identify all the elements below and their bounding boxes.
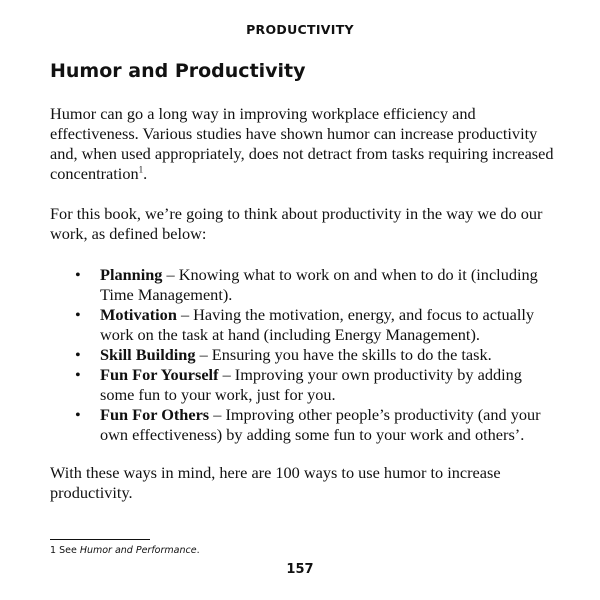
paragraph-definition: For this book, we’re going to think about productivity in the way we do our work, as defined below: [50,204,543,243]
running-head: PRODUCTIVITY [246,22,354,37]
list-item-text: – Ensuring you have the skills to do the task. [195,345,492,364]
footnote-end: . [196,545,200,556]
bullet-icon: • [75,265,81,284]
productivity-list [50,265,560,445]
list-item [50,405,560,445]
footnote-reference[interactable]: 1 [138,164,144,175]
list-item-term: Motivation [100,305,177,324]
section-title: Humor and Productivity [50,60,306,82]
footnote-marker: 1 See [50,545,80,556]
list-item-term: Fun For Others [100,405,210,424]
list-item-term: Fun For Yourself [100,365,219,384]
list-item [50,305,560,345]
bullet-icon: • [75,405,81,424]
list-item-term: Skill Building [100,345,196,364]
paragraph-closing: With these ways in mind, here are 100 ways to use humor to increase productivity. [50,463,501,502]
bullet-icon: • [75,305,81,324]
list-item [50,265,560,305]
bullet-icon: • [75,365,81,384]
paragraph-intro-end: . [143,164,148,183]
list-item-text: – Improving your own productivity by adding some fun to your work, just for you. [100,365,522,404]
list-item-text: – Knowing what to work on and when to do it (including Time Management). [100,265,538,304]
list-item-term: Planning [100,265,163,284]
list-item [50,365,560,405]
footnote-title: Humor and Performance [79,545,197,556]
bullet-icon: • [75,345,81,364]
paragraph-intro-text: Humor can go a long way in improving workplace efficiency and effectiveness. Various studies have shown humor can increase productivity and, when used appropriately, does not detract from tasks requiring increased concentration [50,104,554,183]
list-item [50,345,560,365]
page-number: 157 [286,562,314,577]
list-item-text: – Having the motivation, energy, and focus to actually work on the task at hand (including Energy Management). [100,305,535,344]
list-item-text: – Improving other people’s productivity (and your own effectiveness) by adding some fun to your work and others’. [100,405,541,444]
footnote-divider [50,539,150,540]
footnote [50,545,200,556]
paragraph-intro [50,104,560,184]
